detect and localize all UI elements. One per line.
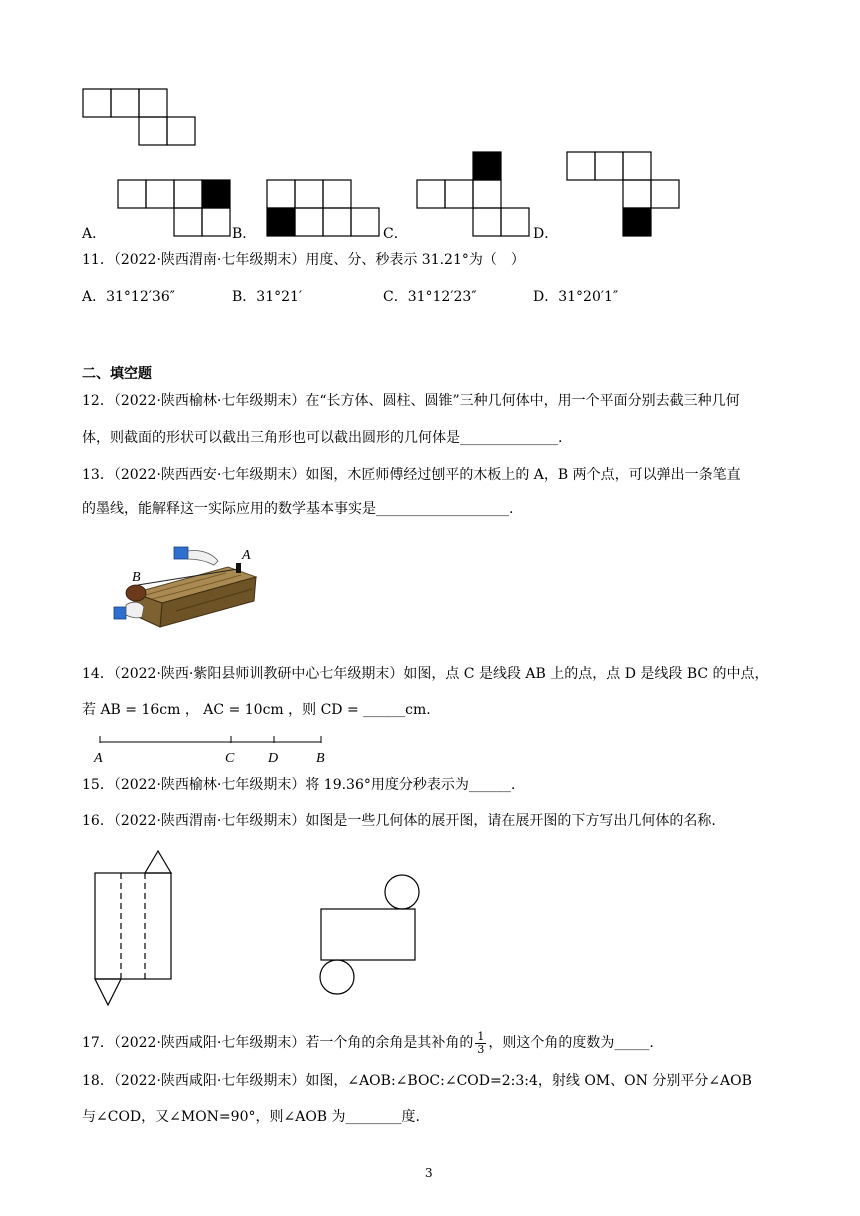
- q13-line-1: 13．（2022·陕西西安·七年级期末）如图，木匠师傅经过刨平的木板上的 A，B 两个点，可以弹出一条笔直: [82, 467, 741, 483]
- q14-point-label-d: D: [268, 751, 279, 766]
- q14-line-1: 14．（2022·陕西·紫阳县师训教研中心七年级期末）如图，点 C 是线段 AB 上的点，点 D 是线段 BC 的中点，: [82, 666, 769, 682]
- q18-line-2: 与∠COD，又∠MON=90°，则∠AOB 为________度.: [82, 1109, 420, 1125]
- q16-line-1: 16．（2022·陕西渭南·七年级期末）如图是一些几何体的展开图，请在展开图的下方写出几何体的名称.: [82, 813, 716, 829]
- q13-line-2: 的墨线，能解释这一实际应用的数学基本事实是___________________.: [82, 501, 514, 517]
- page-number: 3: [425, 1166, 433, 1180]
- q18-line-1: 18．（2022·陕西咸阳·七年级期末）如图，∠AOB:∠BOC:∠COD=2:3:4，射线 OM、ON 分别平分∠AOB: [82, 1073, 752, 1089]
- q13-carpenter-figure: [96, 545, 261, 635]
- q14-line-2: 若 AB = 16cm ， AC = 10cm ，则 CD = ______cm.: [82, 702, 431, 718]
- q10-option-a-label: A．: [82, 226, 107, 242]
- q10-stem-net-figure: [82, 88, 197, 146]
- q17-fraction-numerator: 1: [477, 1029, 485, 1043]
- q14-point-label-a: A: [94, 751, 103, 766]
- q17-text-before: 17．（2022·陕西咸阳·七年级期末）若一个角的余角是其补角的: [82, 1035, 474, 1051]
- q11-option-b: B．31°21′: [232, 289, 303, 305]
- q14-segment-figure: [94, 734, 334, 768]
- q14-point-label-c: C: [225, 751, 235, 766]
- q13-point-label-b: B: [132, 570, 141, 585]
- q10-option-c-net: [416, 151, 531, 237]
- q17-fraction: [475, 1031, 486, 1056]
- q10-option-d-label: D．: [533, 226, 559, 242]
- q17-fraction-denominator: 3: [477, 1042, 485, 1056]
- q17-text-after: ，则这个角的度数为_____.: [488, 1035, 654, 1051]
- q12-line-2: 体，则截面的形状可以截出三角形也可以截出圆形的几何体是______________.: [82, 430, 563, 446]
- q10-option-c-label: C．: [383, 226, 408, 242]
- q12-line-1: 12．（2022·陕西榆林·七年级期末）在“长方体、圆柱、圆锥”三种几何体中，用一个平面分别去截三种几何: [82, 393, 740, 409]
- q11-option-d: D．31°20′1″: [533, 289, 619, 305]
- q13-point-label-a: A: [242, 548, 251, 563]
- q11-stem: 11．（2022·陕西渭南·七年级期末）用度、分、秒表示 31.21°为（ ）: [82, 252, 525, 268]
- q10-option-b-label: B．: [232, 226, 257, 242]
- q15-line-1: 15．（2022·陕西榆林·七年级期末）将 19.36°用度分秒表示为______.: [82, 777, 516, 793]
- q10-option-a-net: [117, 179, 232, 237]
- q10-option-b-net: [266, 179, 381, 237]
- q11-option-c: C．31°12′23″: [383, 289, 477, 305]
- q17-line-1: [82, 1030, 654, 1056]
- q16-prism-net: [94, 849, 178, 1009]
- q14-point-label-b: B: [316, 751, 325, 766]
- q11-option-a: A．31°12′36″: [82, 289, 175, 305]
- section-heading-fill-in: 二、填空题: [82, 366, 152, 382]
- q16-cylinder-net: [320, 873, 420, 1003]
- q10-option-d-net: [566, 151, 681, 237]
